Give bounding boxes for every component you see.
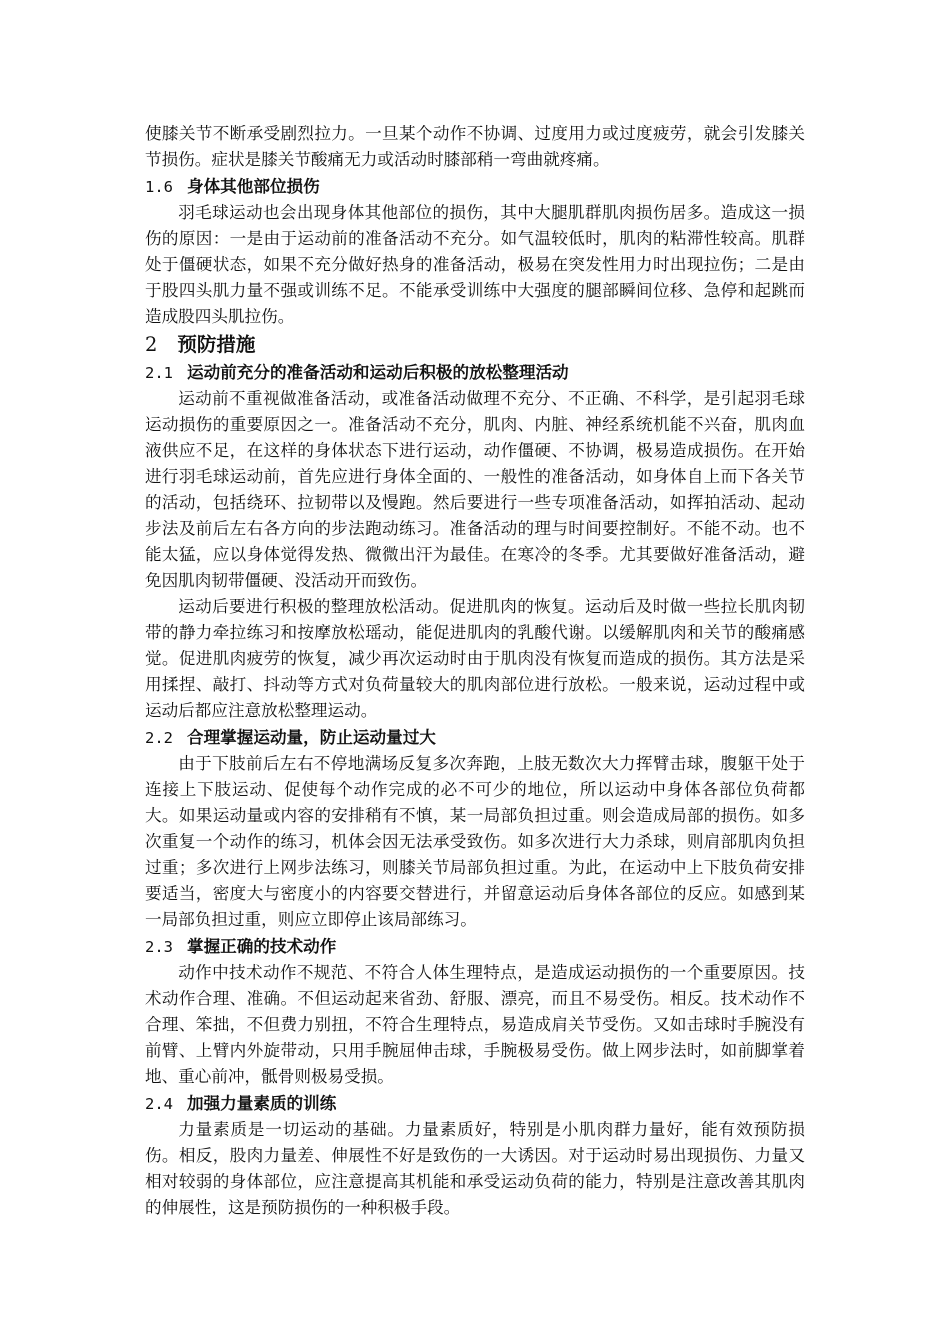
paragraph-2-2: 由于下肢前后左右不停地满场反复多次奔跑，上肢无数次大力挥臂击球，腹躯干处于连接上下肢运动、促使每个动作完成的必不可少的地位，所以运动中身体各部位负荷都大。如果运动量或内容的安排稍有不慎，某一局部负担过重。则会造成局部的损伤。如多次重复一个动作的练习，机体会因无法承受致伤。如多次进行大力杀球，则肩部肌肉负担过重；多次进行上网步法练习，则膝关节局部负担过重。为此，在运动中上下肢负荷安排要适当，密度大与密度小的内容要交替进行，并留意运动后身体各部位的反应。如感到某一局部负担过重，则应立即停止该局部练习。 (145, 754, 805, 929)
paragraph-2-3: 动作中技术动作不规范、不符合人体生理特点，是造成运动损伤的一个重要原因。技术动作合理、准确。不但运动起来省劲、舒服、漂亮，而且不易受伤。相反。技术动作不合理、笨拙，不但费力别扭，不符合生理特点，易造成肩关节受伤。又如击球时手腕没有前臂、上臂内外旋带动，只用手腕屈伸击球，手腕极易受伤。做上网步法时，如前脚掌着地、重心前冲，骶骨则极易受损。 (145, 963, 805, 1086)
section-title: 掌握正确的技术动作 (187, 936, 337, 956)
section-heading-2-2 (145, 724, 805, 751)
section-heading-1-6 (145, 173, 805, 200)
paragraph-2-1-b: 运动后要进行积极的整理放松活动。促进肌肉的恢复。运动后及时做一些拉长肌肉韧带的静力牵拉练习和按摩放松瑶动，能促进肌肉的乳酸代谢。以缓解肌肉和关节的酸痛感觉。促进肌肉疲劳的恢复，减少再次运动时由于肌肉没有恢复而造成的损伤。其方法是采用揉捏、敲打、抖动等方式对负荷量较大的肌肉部位进行放松。一般来说，运动过程中或运动后都应注意放松整理运动。 (145, 597, 805, 720)
section-number: 2.2 (145, 729, 173, 747)
document-page (145, 121, 805, 1221)
intro-paragraph: 使膝关节不断承受剧烈拉力。一旦某个动作不协调、过度用力或过度疲劳，就会引发膝关节损伤。症状是膝关节酸痛无力或活动时膝部稍一弯曲就疼痛。 (145, 124, 805, 169)
section-number: 2.4 (145, 1095, 173, 1113)
section-heading-2-1 (145, 359, 805, 386)
section-number: 2 (145, 333, 158, 356)
section-number: 1.6 (145, 178, 173, 196)
paragraph-1-6: 羽毛球运动也会出现身体其他部位的损伤，其中大腿肌群肌肉损伤居多。造成这一损伤的原因：一是由于运动前的准备活动不充分。如气温较低时，肌肉的粘滞性较高。肌群处于僵硬状态，如果不充分做好热身的准备活动，极易在突发性用力时出现拉伤；二是由于股四头肌力量不强或训练不足。不能承受训练中大强度的腿部瞬间位移、急停和起跳而造成股四头肌拉伤。 (145, 203, 805, 326)
section-title: 预防措施 (177, 333, 256, 356)
section-title: 身体其他部位损伤 (187, 176, 320, 196)
section-title: 合理掌握运动量，防止运动量过大 (187, 727, 436, 747)
section-heading-2 (145, 330, 805, 359)
section-heading-2-3 (145, 933, 805, 960)
section-heading-2-4 (145, 1090, 805, 1117)
paragraph-2-4: 力量素质是一切运动的基础。力量素质好，特别是小肌肉群力量好，能有效预防损伤。相反，股肉力量差、伸展性不好是致伤的一大诱因。对于运动时易出现损伤、力量又相对较弱的身体部位，应注意提高其机能和承受运动负荷的能力，特别是注意改善其肌肉的伸展性，这是预防损伤的一种积极手段。 (145, 1120, 805, 1217)
section-title: 运动前充分的准备活动和运动后积极的放松整理活动 (187, 362, 569, 382)
section-title: 加强力量素质的训练 (187, 1093, 337, 1113)
section-number: 2.3 (145, 938, 173, 956)
paragraph-2-1-a: 运动前不重视做准备活动，或准备活动做理不充分、不正确、不科学，是引起羽毛球运动损伤的重要原因之一。准备活动不充分，肌肉、内脏、神经系统机能不兴奋，肌肉血液供应不足，在这样的身体状态下进行运动，动作僵硬、不协调，极易造成损伤。在开始进行羽毛球运动前，首先应进行身体全面的、一般性的准备活动，如身体自上而下各关节的活动，包括绕环、拉韧带以及慢跑。然后要进行一些专项准备活动，如挥拍活动、起动步法及前后左右各方向的步法跑动练习。准备活动的理与时间要控制好。不能不动。也不能太猛，应以身体觉得发热、微微出汗为最佳。在寒冷的冬季。尤其要做好准备活动，避免因肌肉韧带僵硬、没活动开而致伤。 (145, 389, 805, 590)
section-number: 2.1 (145, 364, 173, 382)
